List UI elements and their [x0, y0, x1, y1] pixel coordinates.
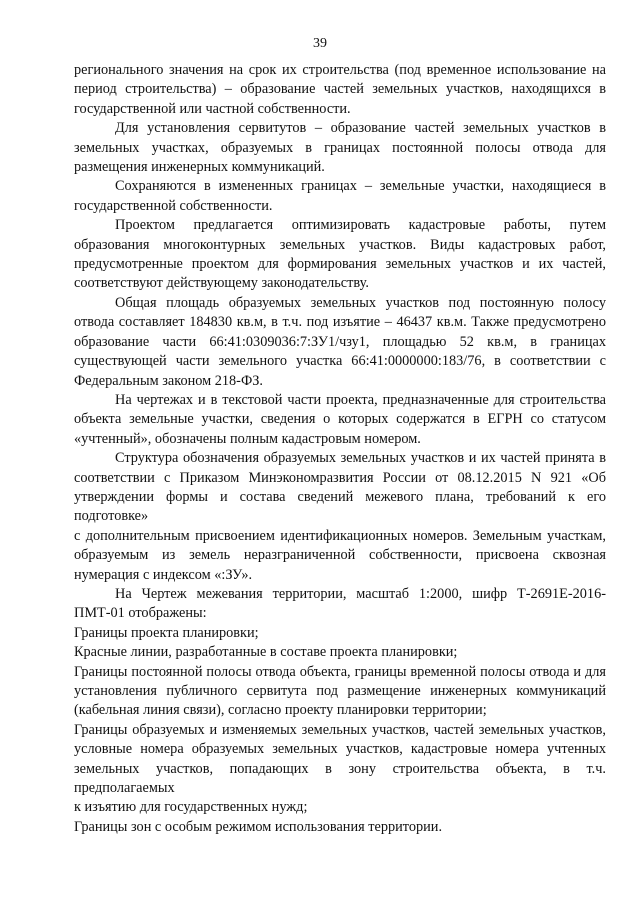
paragraph: На чертежах и в текстовой части проекта, предназначенные для строительства объекта земельные участки, сведения о которых содержатся в ЕГРН со статусом «учтенный», обозначены полным кадастровым номером. [74, 391, 606, 447]
list-item: Границы проекта планировки; [74, 624, 259, 641]
list-item: Границы образуемых и изменяемых земельных участков, частей земельных участков, условные номера образуемых земельных участков, кадастровые номера учтенных земельных участков, попадающих в зону строительства объекта, в т.ч. предполагаемых [74, 721, 606, 797]
page-number: 39 [313, 36, 327, 51]
document-body [74, 61, 606, 837]
paragraph: Для установления сервитутов – образование частей земельных участков в земельных участках, образуемых в границах постоянной полосы отвода для размещения инженерных коммуникаций. [74, 120, 606, 176]
paragraph: Сохраняются в измененных границах – земельные участки, находящиеся в государственной собственности. [74, 178, 606, 214]
paragraph: регионального значения на срок их строительства (под временное использование на период строительства) – образование частей земельных участков, находящихся в государственной или частной собственности. [74, 62, 606, 117]
paragraph: Общая площадь образуемых земельных участков под постоянную полосу отвода составляет 184830 кв.м, в т.ч. под изъятие – 46437 кв.м. Также предусмотрено образование части 66:41:0309036:7:ЗУ1/чзу1, площадью 52 кв.м, в границах существующей части земельного участка 66:41:0000000:183/76, в соответствии с Федеральным законом 218-ФЗ. [74, 294, 606, 389]
paragraph: Проектом предлагается оптимизировать кадастровые работы, путем образования многоконтурных земельных участков. Виды кадастровых работ, предусмотренные проектом для формирования земельных участков и их частей, соответствуют действующему законодательству. [74, 217, 606, 292]
list-item: Границы зон с особым режимом использования территории. [74, 818, 443, 835]
paragraph: Структура обозначения образуемых земельных участков и их частей принята в соответствии с Приказом Минэкономразвития России от 08.12.2015 N 921 «Об утверждении формы и состава сведений межевого плана, требований к его подготовке» [74, 450, 606, 525]
paragraph: с дополнительным присвоением идентификационных номеров. Земельным участкам, образуемым из земель неразграниченной собственности, присвоена сквозная нумерация с индексом «:ЗУ». [74, 527, 606, 583]
paragraph: На Чертеж межевания территории, масштаб 1:2000, шифр Т-2691Е-2016-ПМТ-01 отображены: [74, 585, 606, 622]
list-item: Красные линии, разработанные в составе проекта планировки; [74, 644, 458, 661]
list-item: Границы постоянной полосы отвода объекта, границы временной полосы отвода и для установления публичного сервитута под размещение инженерных коммуникаций (кабельная линия связи), согласно проекту планировки территории; [74, 663, 606, 719]
list-item: к изъятию для государственных нужд; [74, 799, 308, 816]
